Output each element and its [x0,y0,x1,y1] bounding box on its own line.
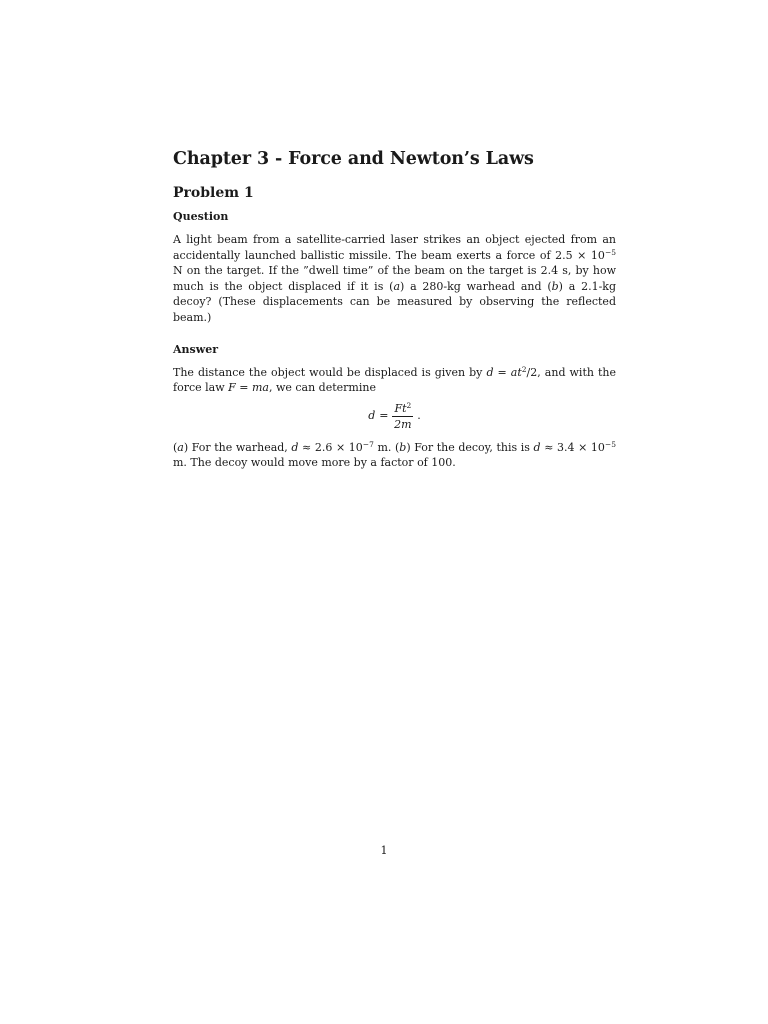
answer-result-paragraph [173,440,616,471]
equation-equals: = [379,409,389,423]
question-label-a: a [393,279,400,293]
result-label-a: a [177,440,184,454]
force-law-rhs: ma [251,381,269,395]
equation-fraction [392,402,413,431]
question-label-b: b [551,279,559,293]
answer-intro-part1: The distance the object would be displaced is given by [173,365,487,379]
result-label-b: b [399,440,407,454]
intro-eq-mid: = [493,365,511,379]
result-a-approx: ≈ 2.6 × 10 [298,440,363,454]
question-text-part3: ) a 280-kg warhead and ( [400,279,552,293]
intro-eq-tail: /2 [526,365,538,379]
page-content [173,148,616,471]
question-paragraph [173,232,616,326]
result-b-text: ) For the decoy, this is [406,440,534,454]
numerator-text: Ft [394,401,407,415]
intro-eq-lhs: d [486,365,494,379]
equation-lhs: d [368,409,376,423]
answer-heading: Answer [173,342,218,356]
answer-intro-part3: , we can determine [268,381,376,395]
chapter-title: Chapter 3 - Force and Newton’s Laws [173,149,534,169]
equation-denominator: 2m [394,417,412,431]
question-heading: Question [173,210,229,223]
result-a-text: ) For the warhead, [183,440,292,454]
numerator-exponent: 2 [406,400,412,410]
force-law-lhs: F [228,381,236,395]
problem-title: Problem 1 [173,185,254,201]
result-b-exponent: −5 [604,439,616,449]
question-text-part4: ) a 2.1-kg decoy? (These displacements can be measured by observing the reflected beam.) [173,279,617,324]
equation-numerator [392,402,413,417]
force-exponent: −5 [604,247,616,257]
question-text-part1: A light beam from a satellite-carried laser strikes an object ejected from an accidentally launched ballistic missile. The beam exerts a force of 2.5 × 10 [173,233,616,262]
question-text-part2: N on the target. If the ”dwell time” of the beam on the target is 2.4 s, by how much is the object displaced if it is ( [173,264,616,293]
intro-eq-rhs: at [510,365,522,379]
result-b-approx: ≈ 3.4 × 10 [540,440,605,454]
result-a-exponent: −7 [362,439,374,449]
answer-intro-paragraph [173,365,616,396]
result-a-var: d [291,440,299,454]
answer-intro-part2: , and with the force law [173,365,616,395]
result-b-var: d [533,440,541,454]
displayed-equation [173,402,616,434]
result-a-unit: m. ( [373,440,400,454]
page-number: 1 [380,844,388,857]
result-a-open: ( [173,440,178,454]
result-b-unit: m. The decoy would move more by a factor of 100. [173,456,456,470]
intro-eq-exponent: 2 [521,364,527,374]
equation-trailing-period: . [417,409,421,423]
force-law-equals: = [235,381,252,395]
